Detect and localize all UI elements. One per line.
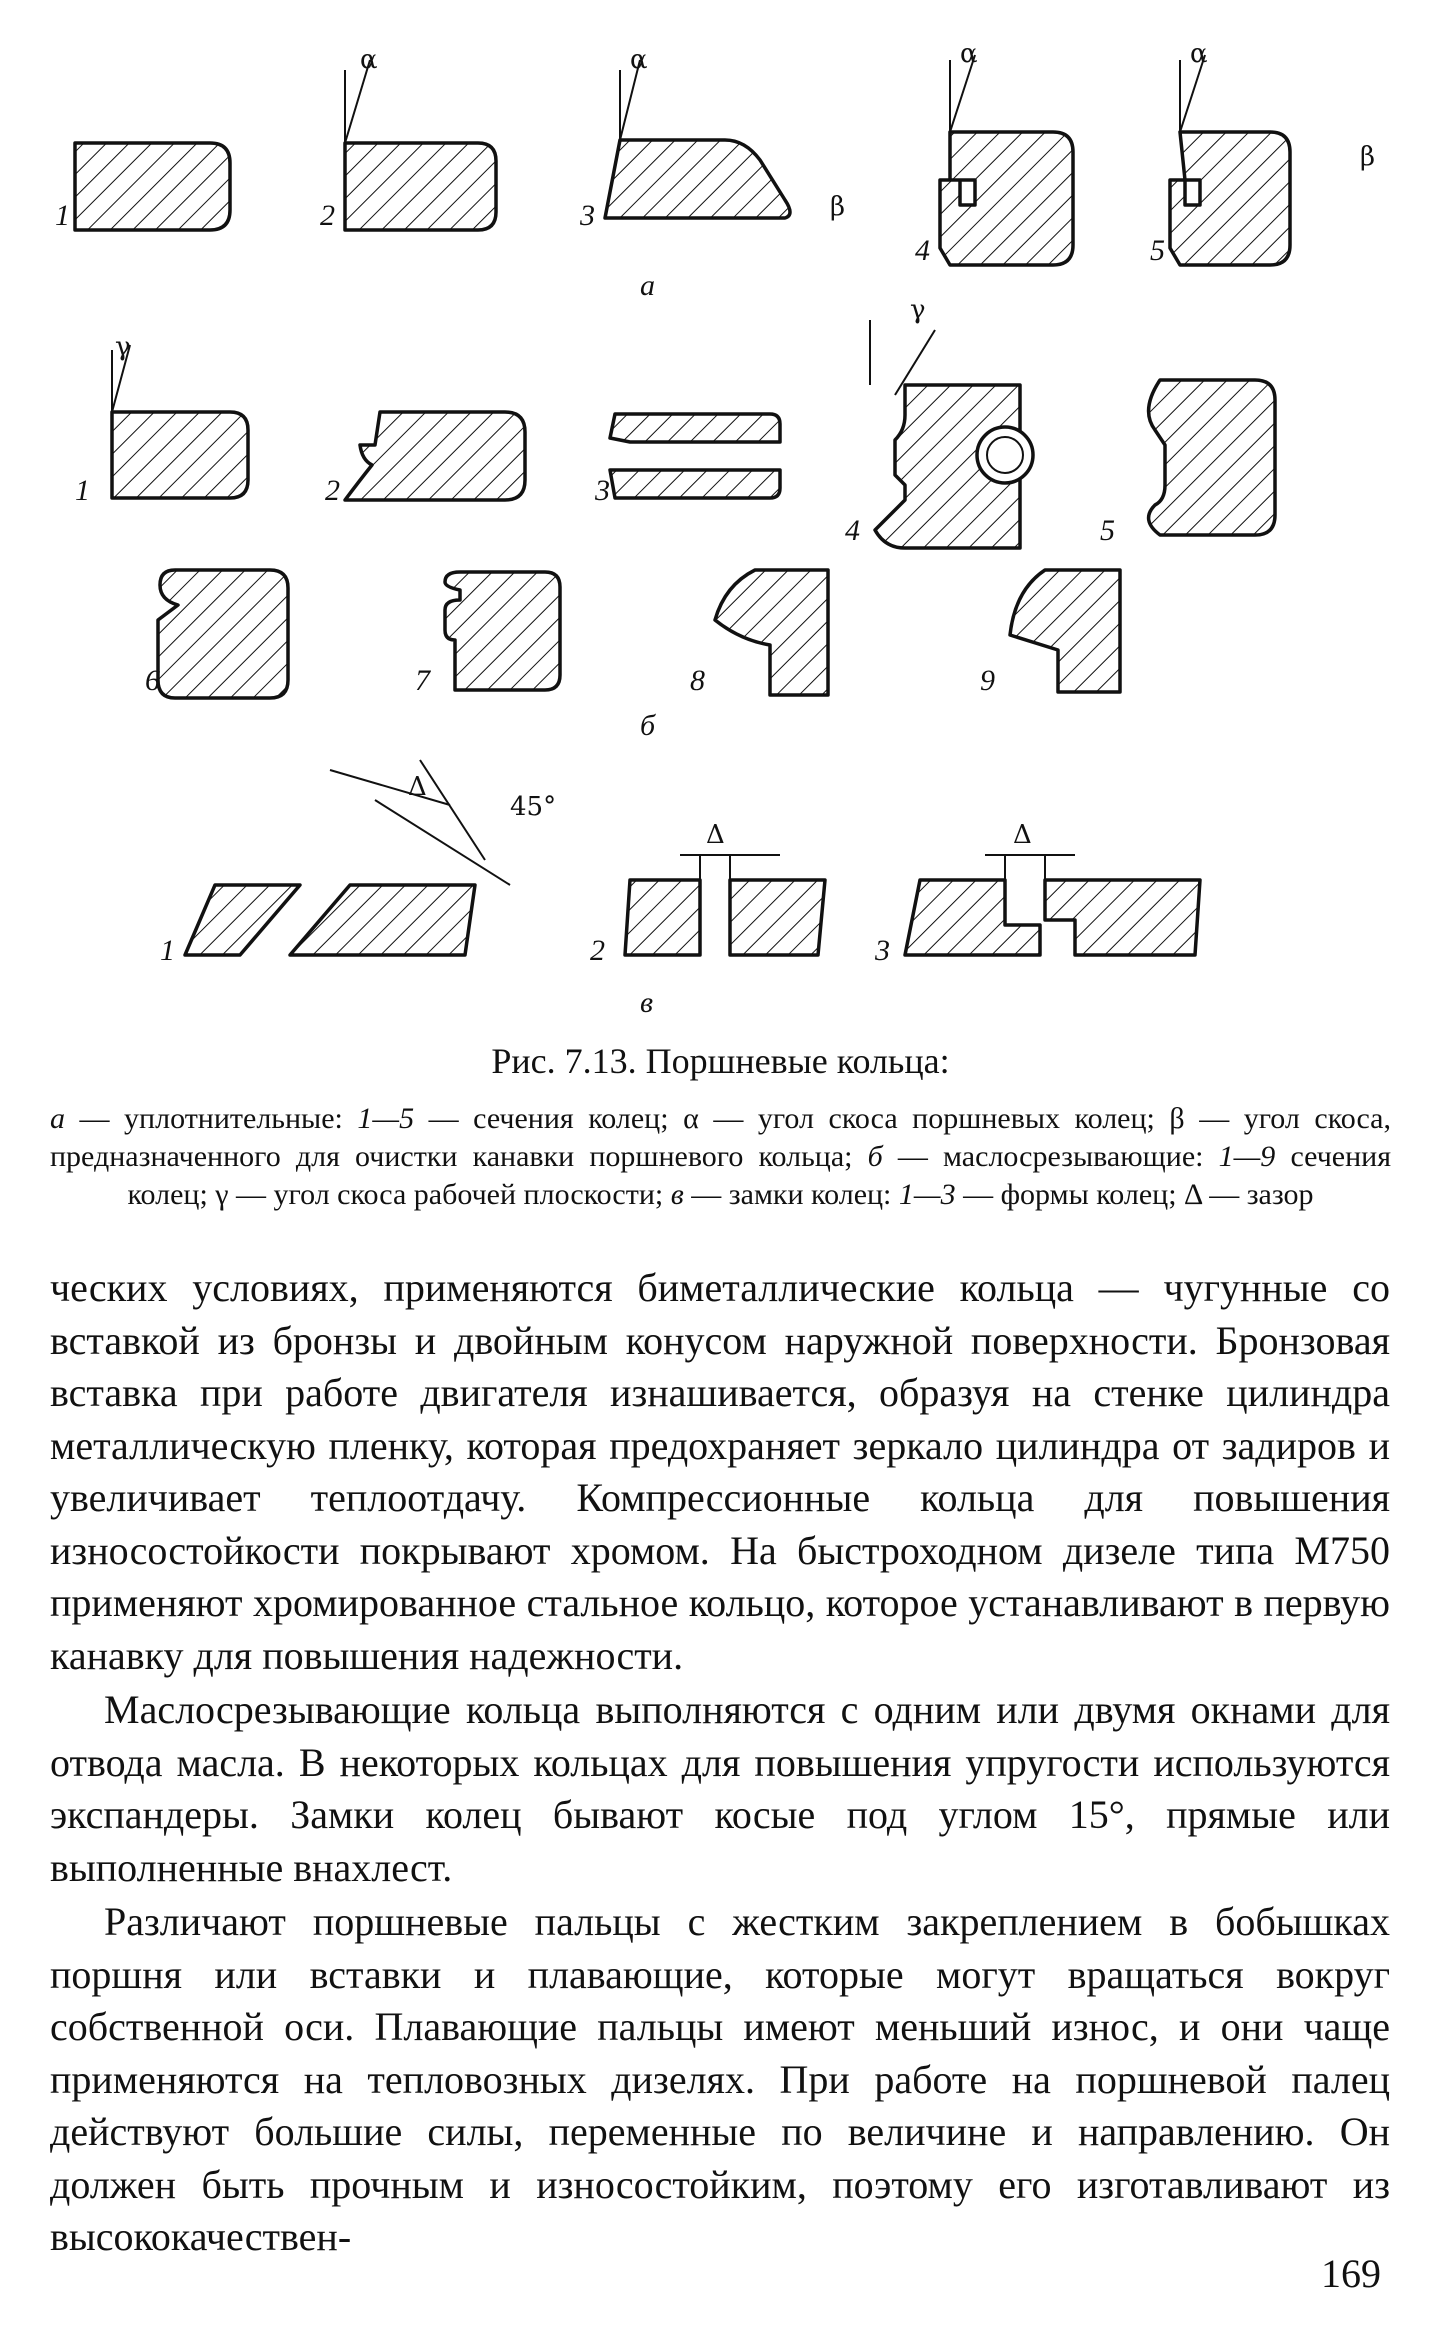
caption-v-label: в: [670, 1178, 684, 1211]
delta-symbol-v3: Δ: [1013, 820, 1032, 850]
ring-section-a5: [1170, 132, 1290, 265]
paragraph-1: ческих условиях, применяются биметаллические кольца — чугунные со вставкой из бронзы и двойным конусом наружной поверхности. Бронзовая вставка при работе двигателя изнашивается, образуя на стенке цилиндра металлическую пленку, которая предохраняет зеркало цилиндра от задиров и увеличивает теплоотдачу. Компрессионные кольца для повышения износостойкости покрывают хромом. На быстроходном дизеле типа М750 применяют хромированное стальное кольцо, которое устанавливают в первую канавку для повышения надежности.: [50, 1265, 1390, 1678]
gamma-symbol-b4: γ: [910, 295, 926, 325]
body-text: [50, 1262, 1390, 2264]
group-a-label: а: [640, 269, 655, 302]
caption-a-range: 1—5: [357, 1102, 415, 1135]
caption-v-text: — замки колец:: [683, 1178, 899, 1211]
lock-form-v3-right: [1045, 880, 1200, 955]
label-a2: 2: [320, 199, 335, 232]
label-a3: 3: [580, 199, 595, 232]
label-b5: 5: [1100, 514, 1115, 547]
lock-form-v1-right: [290, 885, 475, 955]
ring-section-b2: [345, 412, 525, 500]
label-v1: 1: [160, 934, 175, 967]
label-b1: 1: [75, 474, 90, 507]
label-b2: 2: [325, 474, 340, 507]
label-b4: 4: [845, 514, 860, 547]
caption-a-rest: — сечения колец; α — угол скоса поршневых колец; β — угол скоса, предназначенного для очистки канавки поршневого кольца;: [50, 1102, 1392, 1173]
ring-section-b7: [445, 572, 560, 690]
label-b9: 9: [980, 664, 995, 697]
pin-hole: [977, 427, 1033, 483]
caption-b-range: 1—9: [1218, 1140, 1276, 1173]
piston-rings-figure: [0, 0, 1441, 1040]
ring-section-b6: [158, 570, 288, 698]
ring-section-b1: [112, 412, 248, 498]
lock-form-v2-left: [625, 880, 700, 955]
alpha-symbol-a4: α: [960, 39, 978, 69]
beta-symbol-a5: β: [1360, 142, 1376, 172]
ring-section-b3b: [610, 470, 780, 498]
ring-section-b9: [1010, 570, 1120, 692]
caption-b-text: — маслосрезывающие:: [882, 1140, 1219, 1173]
label-v2: 2: [590, 934, 605, 967]
ring-section-a1: [75, 143, 230, 230]
caption-v-rest: — формы колец; Δ — зазор: [955, 1178, 1314, 1211]
caption-v-range: 1—3: [898, 1178, 956, 1211]
alpha-symbol-a5: α: [1190, 39, 1208, 69]
label-b6: 6: [145, 664, 160, 697]
lock-form-v3-left: [905, 880, 1040, 955]
page-number: 169: [1321, 2251, 1381, 2296]
beta-symbol-a3: β: [830, 192, 846, 222]
lock-form-v1-left: [185, 885, 300, 955]
label-b8: 8: [690, 664, 705, 697]
paragraph-3: Различают поршневые пальцы с жестким закреплением в бобышках поршня или вставки и плавающие, которые могут вращаться вокруг собственной оси. Плавающие пальцы имеют меньший износ, и они чаще применяются на тепловозных дизелях. При работе на поршневой палец действуют большие силы, переменные по величине и направлению. Он должен быть прочным и износостойким, поэтому его изготавливают из высококачествен-: [50, 1899, 1390, 2259]
delta-symbol-v1: Δ: [408, 772, 427, 802]
gamma-symbol-b1: γ: [115, 332, 131, 362]
caption-a-text: — уплотнительные:: [65, 1102, 358, 1135]
label-b3: 3: [595, 474, 610, 507]
delta-symbol-v2: Δ: [706, 820, 725, 850]
lock-form-v2-right: [730, 880, 825, 955]
caption-a-label: а: [50, 1102, 65, 1135]
label-a1: 1: [55, 199, 70, 232]
figure-caption-text: [50, 1100, 1391, 1214]
ring-section-a3: [605, 140, 790, 218]
ring-section-a2: [345, 143, 496, 230]
angle-45-label: 45°: [510, 792, 557, 822]
label-a5: 5: [1150, 234, 1165, 267]
ring-section-a4: [940, 132, 1073, 265]
alpha-symbol-a2: α: [360, 45, 378, 75]
group-b-label: б: [640, 709, 656, 742]
caption-b-label: б: [867, 1140, 883, 1173]
ring-section-b8: [715, 570, 828, 695]
caption-b-rest: сечения колец; γ — угол скоса рабочей плоскости;: [127, 1140, 1391, 1211]
alpha-symbol-a3: α: [630, 45, 648, 75]
label-a4: 4: [915, 234, 930, 267]
figure-caption-title: Рис. 7.13. Поршневые кольца:: [491, 1041, 950, 1081]
label-b7: 7: [415, 664, 430, 697]
group-v-label: в: [640, 986, 654, 1019]
ring-section-b3a: [610, 414, 780, 442]
paragraph-2: Маслосрезывающие кольца выполняются с одним или двумя окнами для отвода масла. В некоторых кольцах для повышения упругости используются экспандеры. Замки колец бывают косые под углом 15°, прямые или выполненные внахлест.: [50, 1687, 1390, 1890]
ring-section-b5: [1149, 380, 1275, 535]
label-v3: 3: [875, 934, 890, 967]
